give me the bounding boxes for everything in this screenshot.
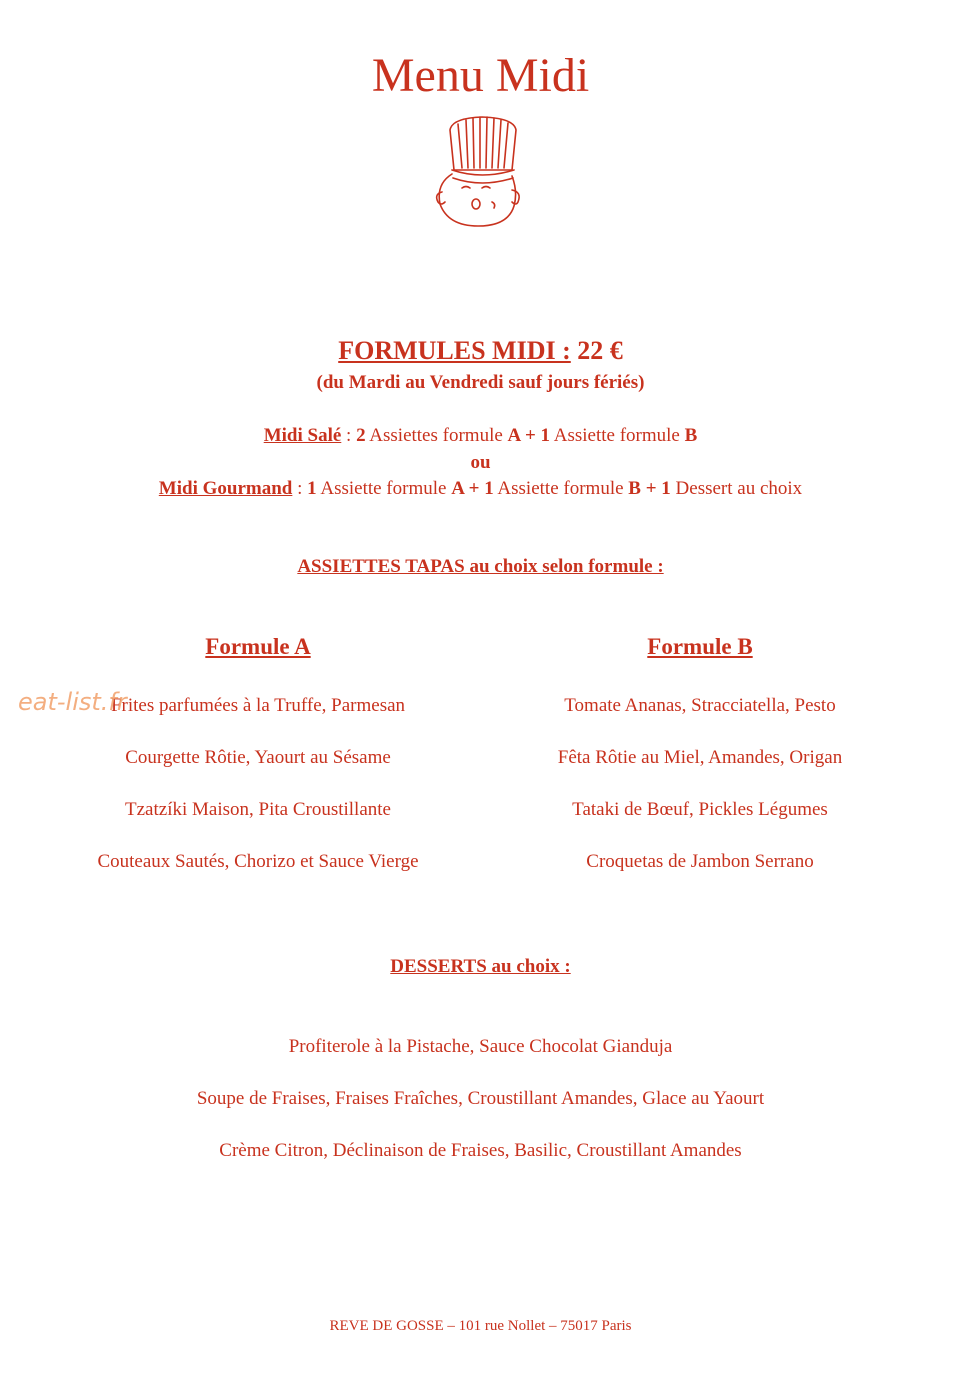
qty: 1 xyxy=(307,478,317,499)
item-text: Assiette formule xyxy=(316,478,452,499)
list-item: Profiterole à la Pistache, Sauce Chocolat Gianduja xyxy=(288,1036,673,1057)
separator: : xyxy=(292,478,308,499)
page-title: Menu Midi xyxy=(371,49,590,102)
formule-a-list xyxy=(58,693,458,901)
qty: 1 xyxy=(484,478,494,499)
list-item: Crème Citron, Déclinaison de Fraises, Basilic, Croustillant Amandes xyxy=(219,1140,742,1161)
desserts-heading: DESSERTS au choix : xyxy=(390,956,571,977)
midi-sale-name: Midi Salé xyxy=(263,425,342,446)
qty: 1 xyxy=(540,425,551,446)
formules-label: FORMULES MIDI : xyxy=(338,336,571,365)
item-text: Dessert au choix xyxy=(670,478,803,499)
list-item: Soupe de Fraises, Fraises Fraîches, Croustillant Amandes, Glace au Yaourt xyxy=(196,1088,765,1109)
formula-letter: B xyxy=(684,425,698,446)
list-item: Frites parfumées à la Truffe, Parmesan xyxy=(110,695,406,716)
formules-title xyxy=(0,336,961,366)
item-text: Assiettes formule xyxy=(365,425,508,446)
formules-subtitle: (du Mardi au Vendredi sauf jours fériés) xyxy=(316,372,645,393)
formule-b-heading: Formule B xyxy=(647,634,753,659)
watermark: eat-list.fr xyxy=(18,688,127,716)
qty: 2 xyxy=(356,425,366,446)
formule-b-list xyxy=(500,693,900,901)
midi-gourmand-line xyxy=(0,478,961,500)
plus: + xyxy=(640,478,662,499)
list-item: Couteaux Sautés, Chorizo et Sauce Vierge xyxy=(97,851,419,872)
midi-sale-line xyxy=(0,425,961,447)
list-item: Tataki de Bœuf, Pickles Légumes xyxy=(572,799,828,820)
list-item: Croquetas de Jambon Serrano xyxy=(586,851,814,872)
tapas-heading: ASSIETTES TAPAS au choix selon formule : xyxy=(297,556,664,577)
plus: + xyxy=(520,425,541,446)
desserts-list xyxy=(0,1034,961,1190)
ou-separator: ou xyxy=(470,452,491,473)
list-item: Tzatzíki Maison, Pita Croustillante xyxy=(125,799,391,820)
formules-price: 22 € xyxy=(577,336,623,365)
list-item: Tomate Ananas, Stracciatella, Pesto xyxy=(564,695,836,716)
chef-icon xyxy=(432,112,532,230)
item-text: Assiette formule xyxy=(550,425,685,446)
formule-a-heading: Formule A xyxy=(205,634,311,659)
separator: : xyxy=(341,425,357,446)
footer-address: REVE DE GOSSE – 101 rue Nollet – 75017 Paris xyxy=(329,1318,632,1334)
formula-letter: A xyxy=(507,425,521,446)
item-text: Assiette formule xyxy=(493,478,629,499)
qty: 1 xyxy=(661,478,671,499)
plus: + xyxy=(463,478,485,499)
formula-letter: B xyxy=(628,478,641,499)
formula-letter: A xyxy=(451,478,464,499)
list-item: Fêta Rôtie au Miel, Amandes, Origan xyxy=(557,747,843,768)
list-item: Courgette Rôtie, Yaourt au Sésame xyxy=(125,747,391,768)
midi-gourmand-name: Midi Gourmand xyxy=(158,478,293,499)
